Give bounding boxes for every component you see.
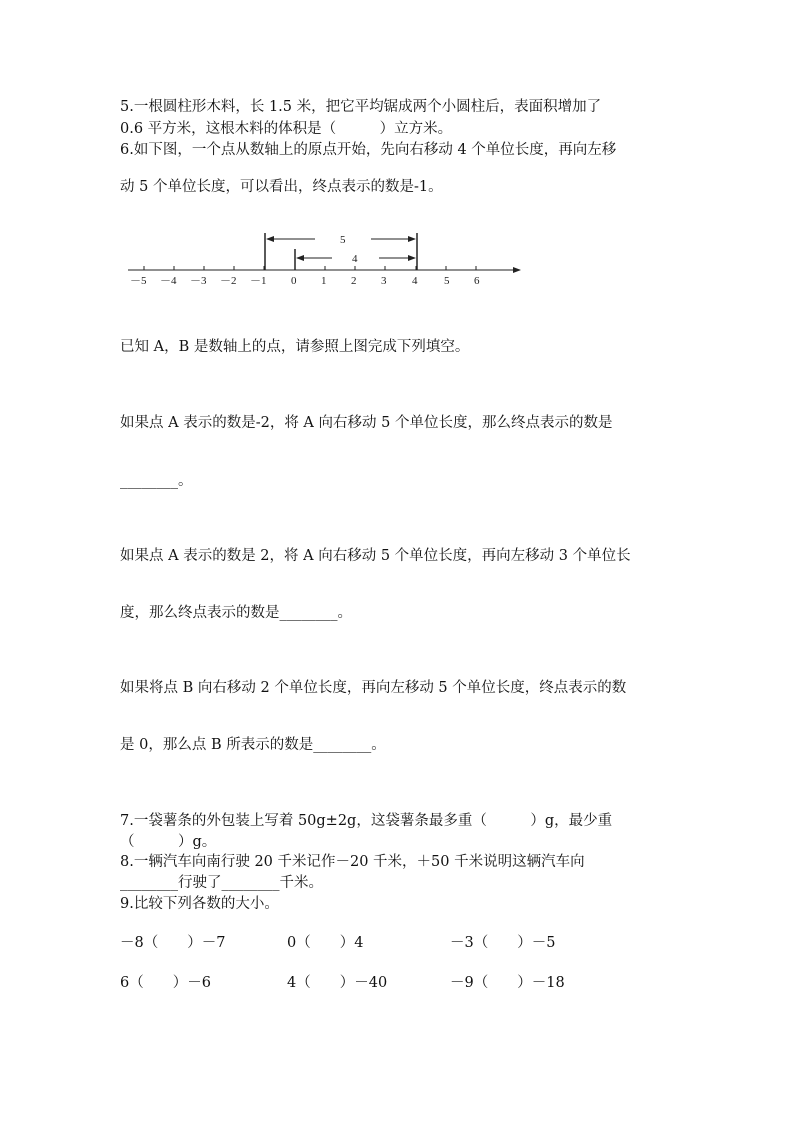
q6-sub1-line1: 如果点 A 表示的数是-2，将 A 向右移动 5 个单位长度，那么终点表示的数是 <box>120 415 613 431</box>
compare-item: －9（ ）－18 <box>450 975 565 991</box>
tick-label: －2 <box>220 275 237 287</box>
q6-sub3-line1: 如果将点 B 向右移动 2 个单位长度，再向左移动 5 个单位长度，终点表示的数 <box>120 680 627 696</box>
tick-label: 0 <box>291 275 297 287</box>
q8-line1: 8.一辆汽车向南行驶 20 千米记作－20 千米，＋50 千米说明这辆汽车向 <box>120 854 585 870</box>
compare-item: 0（ ）4 <box>287 935 364 951</box>
q9-title: 9.比较下列各数的大小。 <box>120 896 279 912</box>
q7-line2: （ ）g。 <box>120 834 217 850</box>
q6-intro: 已知 A，B 是数轴上的点，请参照上图完成下列填空。 <box>120 339 470 355</box>
number-line-tick-marks <box>144 266 476 270</box>
q6-line2: 动 5 个单位长度，可以看出，终点表示的数是-1。 <box>120 179 443 195</box>
q6-sub3-line2: 是 0，那么点 B 所表示的数是________。 <box>120 737 386 753</box>
tick-label: 4 <box>412 275 418 287</box>
tick-label: －3 <box>190 275 207 287</box>
tick-label: 2 <box>351 275 357 287</box>
arrow-bottom-label: 4 <box>352 253 358 265</box>
tick-label: 5 <box>444 275 450 287</box>
arrow-top-label: 5 <box>340 234 346 246</box>
q5-line2: 0.6 平方米，这根木料的体积是（ ）立方米。 <box>120 121 453 137</box>
compare-item: －3（ ）－5 <box>450 935 556 951</box>
tick-label: －4 <box>160 275 177 287</box>
compare-item: －8（ ）－7 <box>120 935 226 951</box>
q5-line1: 5.一根圆柱形木料，长 1.5 米，把它平均锯成两个小圆柱后，表面积增加了 <box>120 99 602 115</box>
tick-label: 1 <box>321 275 327 287</box>
q6-line1: 6.如下图，一个点从数轴上的原点开始，先向右移动 4 个单位长度，再向左移 <box>120 142 617 158</box>
q8-line2: ________行驶了________千米。 <box>120 875 323 891</box>
compare-item: 4（ ）－40 <box>287 975 388 991</box>
q6-sub2-line1: 如果点 A 表示的数是 2，将 A 向右移动 5 个单位长度，再向左移动 3 个单位长 <box>120 548 631 564</box>
tick-label: －1 <box>250 275 267 287</box>
q7-line1: 7.一袋薯条的外包装上写着 50g±2g，这袋薯条最多重（ ）g，最少重 <box>120 813 613 829</box>
tick-label: －5 <box>130 275 147 287</box>
tick-label: 6 <box>474 275 480 287</box>
compare-item: 6（ ）－6 <box>120 975 211 991</box>
q6-sub1-line2: ________。 <box>120 473 193 489</box>
number-line-figure <box>120 225 530 290</box>
tick-label: 3 <box>381 275 387 287</box>
q6-sub2-line2: 度，那么终点表示的数是________。 <box>120 605 352 621</box>
